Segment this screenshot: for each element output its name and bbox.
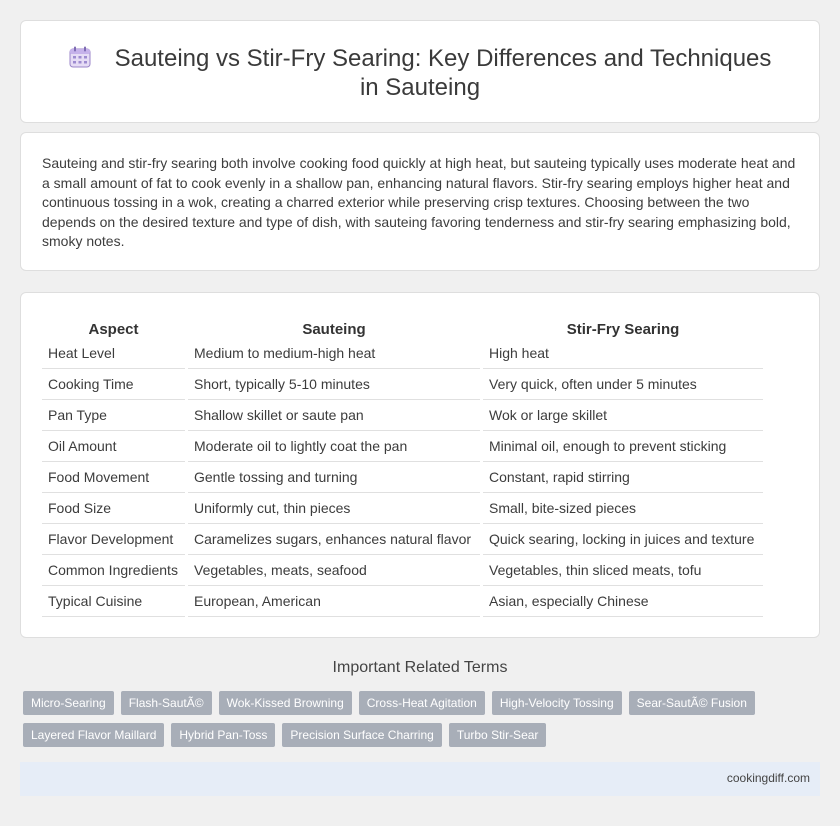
stir-fry-cell: Minimal oil, enough to prevent sticking [483,431,763,462]
intro-paragraph: Sauteing and stir-fry searing both involve cooking food quickly at high heat, but sauteing typically uses moderate heat and a small amount of fat to cook evenly in a shallow pan, enhancing natural flavors. Stir-fry searing employs higher heat and continuous tossing in a wok, creating a charred exterior while preserving crisp textures. Choosing between the two depends on the desired texture and type of dish, with sauteing favoring tenderness and stir-fry searing emphasizing bold, smoky notes. [42,155,796,249]
aspect-cell: Food Size [42,493,185,524]
related-term-tag[interactable]: Wok-Kissed Browning [219,691,352,715]
related-terms-title: Important Related Terms [332,659,508,676]
header-card [20,20,820,123]
table-row [42,369,763,400]
table-row [42,555,763,586]
table-row [42,338,763,369]
aspect-cell: Typical Cuisine [42,586,185,617]
sauteing-cell: Medium to medium-high heat [188,338,480,369]
related-terms-list [23,691,783,755]
stir-fry-cell: Constant, rapid stirring [483,462,763,493]
header-stir-fry-searing: Stir-Fry Searing [566,321,680,338]
related-term-tag[interactable]: Micro-Searing [23,691,114,715]
aspect-cell: Common Ingredients [42,555,185,586]
intro-card [20,132,820,271]
table-row [42,431,763,462]
calendar-icon [69,46,91,68]
related-term-tag[interactable]: Cross-Heat Agitation [359,691,485,715]
aspect-cell: Flavor Development [42,524,185,555]
stir-fry-cell: Quick searing, locking in juices and texture [483,524,763,555]
table-row [42,493,763,524]
sauteing-cell: Moderate oil to lightly coat the pan [188,431,480,462]
stir-fry-cell: Vegetables, thin sliced meats, tofu [483,555,763,586]
related-term-tag[interactable]: High-Velocity Tossing [492,691,622,715]
site-link[interactable]: cookingdiff.com [726,771,810,785]
related-term-tag[interactable]: Flash-SautÃ© [121,691,212,715]
sauteing-cell: Gentle tossing and turning [188,462,480,493]
footer [20,762,820,796]
sauteing-cell: Uniformly cut, thin pieces [188,493,480,524]
stir-fry-cell: Very quick, often under 5 minutes [483,369,763,400]
sauteing-cell: Shallow skillet or saute pan [188,400,480,431]
comparison-card [20,292,820,638]
table-row [42,586,763,617]
sauteing-cell: Caramelizes sugars, enhances natural flavor [188,524,480,555]
stir-fry-cell: Small, bite-sized pieces [483,493,763,524]
aspect-cell: Pan Type [42,400,185,431]
related-term-tag[interactable]: Layered Flavor Maillard [23,723,164,747]
related-term-tag[interactable]: Precision Surface Charring [282,723,441,747]
aspect-cell: Food Movement [42,462,185,493]
sauteing-cell: Short, typically 5-10 minutes [188,369,480,400]
page-title: Sauteing vs Stir-Fry Searing: Key Differences and Techniques in Sauteing [114,45,772,101]
table-header-row [42,314,763,338]
stir-fry-cell: Wok or large skillet [483,400,763,431]
aspect-cell: Heat Level [42,338,185,369]
related-term-tag[interactable]: Hybrid Pan-Toss [171,723,275,747]
stir-fry-cell: High heat [483,338,763,369]
sauteing-cell: Vegetables, meats, seafood [188,555,480,586]
header-sauteing: Sauteing [302,321,366,338]
table-row [42,400,763,431]
aspect-cell: Oil Amount [42,431,185,462]
header-aspect: Aspect [88,321,139,338]
table-row [42,462,763,493]
related-term-tag[interactable]: Turbo Stir-Sear [449,723,547,747]
table-row [42,524,763,555]
comparison-table [42,314,763,617]
stir-fry-cell: Asian, especially Chinese [483,586,763,617]
aspect-cell: Cooking Time [42,369,185,400]
related-term-tag[interactable]: Sear-SautÃ© Fusion [629,691,755,715]
sauteing-cell: European, American [188,586,480,617]
